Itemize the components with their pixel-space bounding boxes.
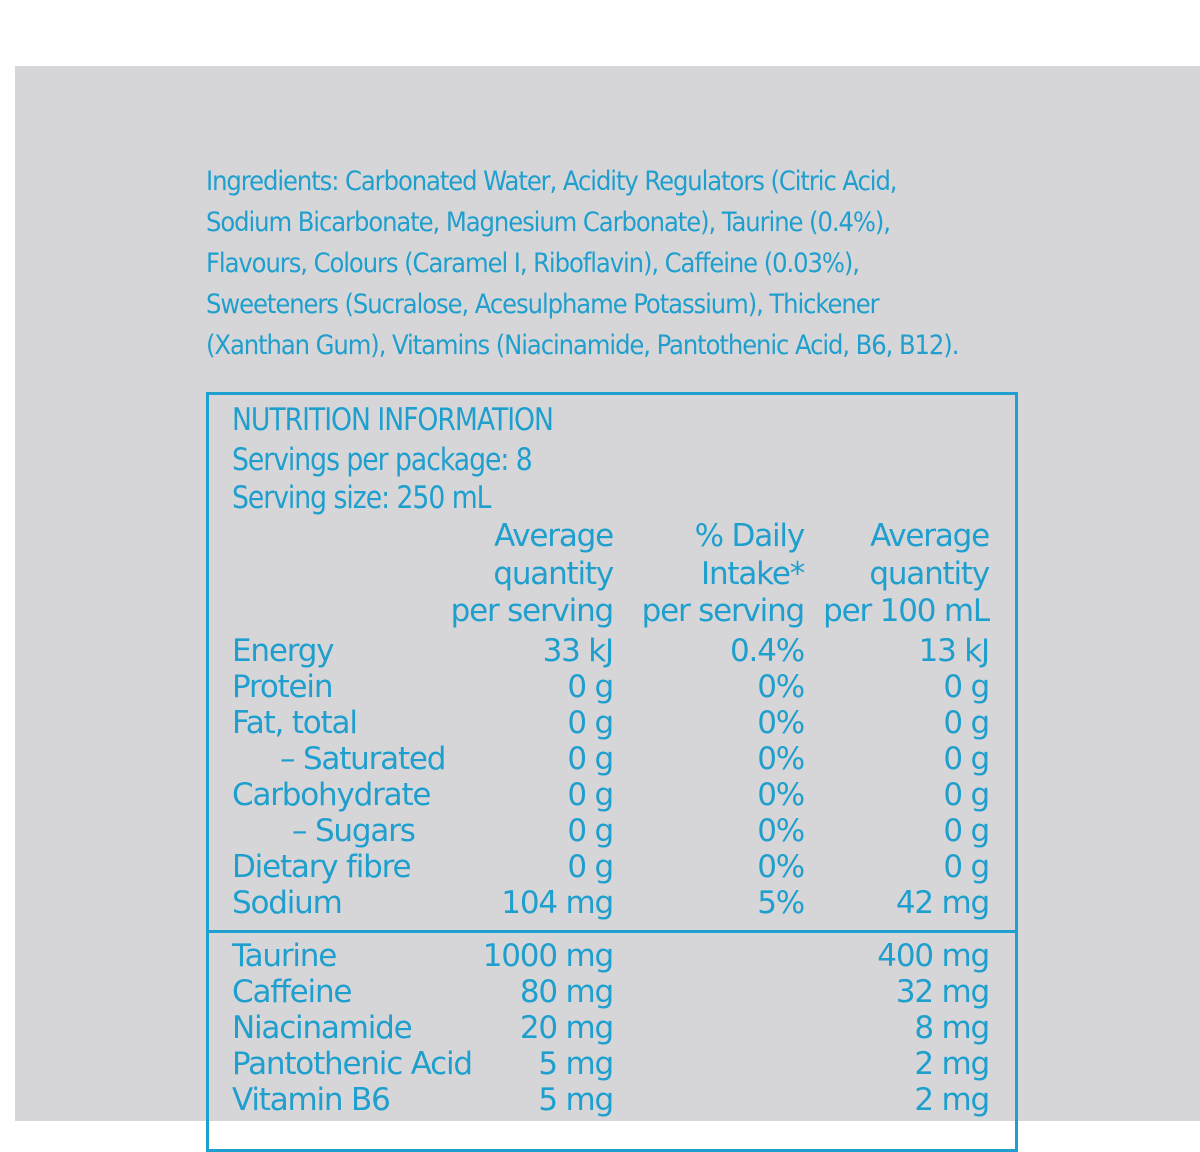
- nutrition-divider: [206, 930, 1018, 933]
- row-sugars-daily-intake: 0%: [757, 813, 804, 849]
- nutrition-title: NUTRITION INFORMATION: [232, 402, 553, 438]
- row-fat-total-daily-intake: 0%: [757, 705, 804, 741]
- row-energy-per-100ml: 13 kJ: [918, 633, 989, 669]
- row-saturated-daily-intake: 0%: [757, 741, 804, 777]
- row-sodium-per-serving: 104 mg: [501, 885, 613, 921]
- row-dietary-fibre-daily-intake: 0%: [757, 849, 804, 885]
- header-per-100ml: Average quantity per 100 mL: [823, 518, 989, 629]
- row-niacinamide-per-serving: 20 mg: [519, 1010, 613, 1046]
- row-sodium-daily-intake: 5%: [757, 885, 804, 921]
- row-saturated-per-serving: 0 g: [567, 741, 613, 777]
- row-protein-per-100ml: 0 g: [943, 669, 989, 705]
- row-fat-total-per-100ml: 0 g: [943, 705, 989, 741]
- row-caffeine-per-100ml: 32 mg: [895, 974, 989, 1010]
- row-carbohydrate-per-100ml: 0 g: [943, 777, 989, 813]
- row-energy-per-serving: 33 kJ: [542, 633, 613, 669]
- row-vitamin-b6-name: Vitamin B6: [232, 1082, 390, 1118]
- serving-size: Serving size: 250 mL: [232, 480, 491, 516]
- servings-per-package: Servings per package: 8: [232, 442, 532, 478]
- row-protein-per-serving: 0 g: [567, 669, 613, 705]
- row-dietary-fibre-per-serving: 0 g: [567, 849, 613, 885]
- row-vitamin-b6-per-serving: 5 mg: [538, 1082, 613, 1118]
- row-sugars-per-serving: 0 g: [567, 813, 613, 849]
- row-niacinamide-name: Niacinamide: [232, 1010, 412, 1046]
- row-carbohydrate-daily-intake: 0%: [757, 777, 804, 813]
- row-niacinamide-per-100ml: 8 mg: [914, 1010, 989, 1046]
- row-protein-daily-intake: 0%: [757, 669, 804, 705]
- row-pantothenic-acid-per-serving: 5 mg: [538, 1046, 613, 1082]
- row-pantothenic-acid-name: Pantothenic Acid: [232, 1046, 472, 1082]
- row-caffeine-per-serving: 80 mg: [519, 974, 613, 1010]
- header-daily-intake: % Daily Intake* per serving: [641, 518, 804, 629]
- row-dietary-fibre-name: Dietary fibre: [232, 849, 411, 885]
- row-taurine-per-serving: 1000 mg: [482, 938, 613, 974]
- row-caffeine-name: Caffeine: [232, 974, 352, 1010]
- row-carbohydrate-per-serving: 0 g: [567, 777, 613, 813]
- row-dietary-fibre-per-100ml: 0 g: [943, 849, 989, 885]
- header-per-serving: Average quantity per serving: [450, 518, 613, 629]
- row-energy-daily-intake: 0.4%: [730, 633, 804, 669]
- row-sodium-name: Sodium: [232, 885, 342, 921]
- row-vitamin-b6-per-100ml: 2 mg: [914, 1082, 989, 1118]
- row-fat-total-name: Fat, total: [232, 705, 357, 741]
- row-protein-name: Protein: [232, 669, 333, 705]
- row-saturated-per-100ml: 0 g: [943, 741, 989, 777]
- row-sugars-per-100ml: 0 g: [943, 813, 989, 849]
- ingredients-text: Ingredients: Carbonated Water, Acidity Regulators (Citric Acid, Sodium Bicarbonate, Magnesium Carbonate), Taurine (0.4%), Flavours, Colours (Caramel I, Riboflavin), Caffeine (0.03%), Sweeteners (Sucralose, Acesulphame Potassium), Thickener (Xanthan Gum), Vitamins (Niacinamide, Pantothenic Acid, B6, B12).: [206, 166, 959, 361]
- row-taurine-per-100ml: 400 mg: [877, 938, 989, 974]
- row-carbohydrate-name: Carbohydrate: [232, 777, 431, 813]
- row-energy-name: Energy: [232, 633, 334, 669]
- row-fat-total-per-serving: 0 g: [567, 705, 613, 741]
- row-pantothenic-acid-per-100ml: 2 mg: [914, 1046, 989, 1082]
- row-sugars-name: – Sugars: [292, 813, 415, 849]
- row-taurine-name: Taurine: [232, 938, 337, 974]
- row-saturated-name: – Saturated: [280, 741, 446, 777]
- row-sodium-per-100ml: 42 mg: [895, 885, 989, 921]
